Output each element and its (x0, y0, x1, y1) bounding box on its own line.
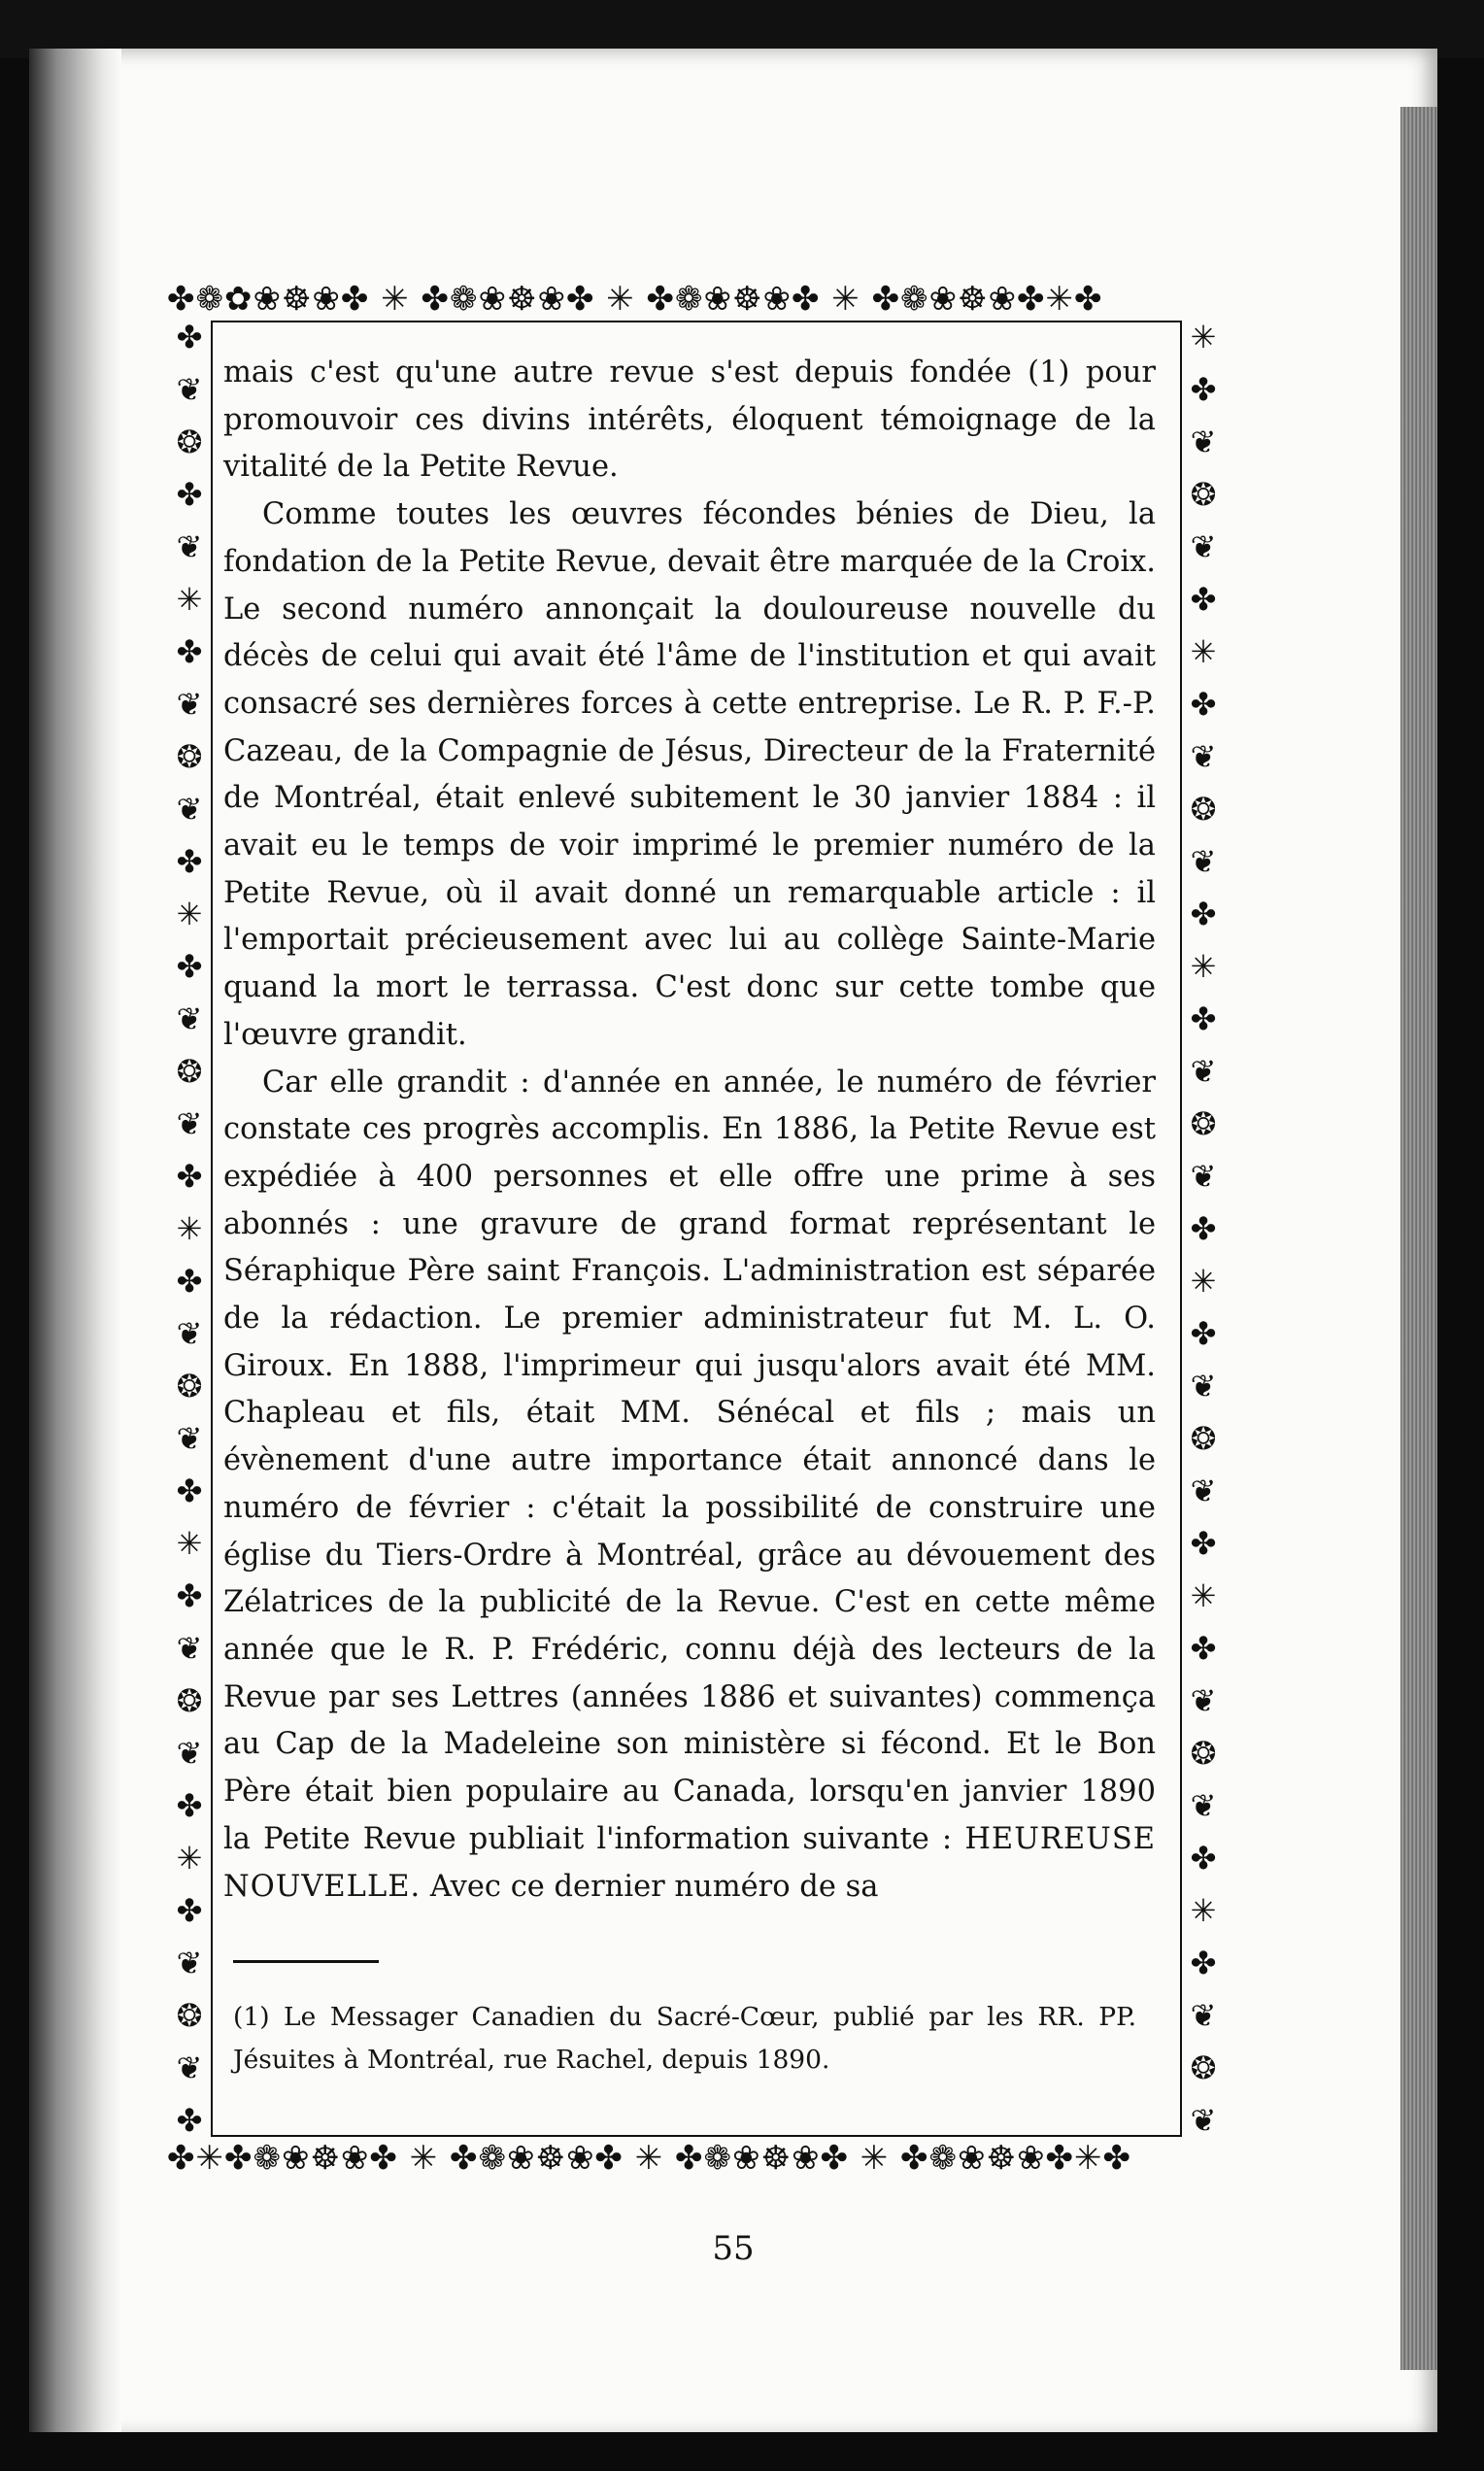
paragraph-continuation: mais c'est qu'une autre revue s'est depuis fondée (1) pour promouvoir ces divins intérêts, éloquent témoignage de la vitalité de la Petite Revue. (223, 355, 1156, 485)
leaf-icon: ❦ (176, 791, 203, 828)
asterisk-icon: ✳ (1190, 1577, 1217, 1614)
rosette-icon: ❂ (1190, 791, 1217, 828)
fleur-icon: ✤ (1190, 1840, 1217, 1877)
ornament-bottom-row: ✤✳✤❁❀☸❀✤ ✳ ✤❁❀☸❀✤ ✳ ✤❁❀☸❀✤ ✳ ✤❁❀☸❀✤✳✤ (167, 2139, 1131, 2178)
rosette-icon: ❂ (1190, 1105, 1217, 1142)
leaf-icon: ❦ (1190, 738, 1217, 775)
leaf-icon: ❦ (1190, 1158, 1217, 1195)
fleur-icon: ✤ (1190, 896, 1217, 932)
fleur-icon: ✤ (1190, 1315, 1217, 1352)
asterisk-icon: ✳ (176, 581, 203, 618)
asterisk-icon: ✳ (176, 1210, 203, 1247)
leaf-icon: ❦ (1190, 1682, 1217, 1719)
paragraph-progres-text: Car elle grandit : d'année en année, le numéro de février constate ces progrès accomplis. En 1886, la Petite Revue est expédiée à 400 personnes et elle offre une prime à ses abonnés : une gravure de grand format représentant le Séraphique Père saint François. L'administration est séparée de la rédaction. Le premier administrateur fut M. L. O. Giroux. En 1888, l'imprimeur qui jusqu'alors avait été MM. Chapleau et fils, était MM. Sénécal et fils ; mais un évènement d'une autre importance était annoncé dans le numéro de février : c'était la possibilité de construire une église du Tiers-Ordre à Montréal, grâce au dévouement des Zélatrices de la publicité de la Revue. C'est en cette même année que le R. P. Frédéric, connu déjà des lecteurs de la Revue par ses Lettres (années 1886 et suivantes) commença au Cap de la Madeleine son ministère si fécond. Et le Bon Père était bien populaire au Canada, lorsqu'en janvier 1890 la Petite Revue publiait l'information suivante : (223, 1065, 1156, 1856)
leaf-icon: ❦ (176, 1000, 203, 1037)
asterisk-icon: ✳ (176, 1525, 203, 1562)
asterisk-icon: ✳ (176, 896, 203, 932)
asterisk-icon: ✳ (1190, 1892, 1217, 1929)
fleur-icon: ✤ (176, 1263, 203, 1300)
leaf-icon: ❦ (1190, 1368, 1217, 1405)
heading-heureuse-nouvelle: HEUREUSE NOUVELLE. (223, 1821, 1156, 1904)
fleur-icon: ✤ (176, 2102, 203, 2136)
leaf-icon: ❦ (176, 1630, 203, 1667)
rosette-icon: ❂ (176, 1682, 203, 1719)
rosette-icon: ❂ (1190, 1420, 1217, 1457)
ornament-right-column (1181, 322, 1226, 2136)
footnote-text: (1) Le Messager Canadien du Sacré-Cœur, publié par les RR. PP. Jésuites à Montréal, rue Rachel, depuis 1890. (233, 2002, 1136, 2075)
fleur-icon: ✤ (176, 1577, 203, 1614)
asterisk-icon: ✳ (1190, 1263, 1217, 1300)
leaf-icon: ❦ (1190, 843, 1217, 880)
rosette-icon: ❂ (176, 738, 203, 775)
rosette-icon: ❂ (176, 1997, 203, 2034)
rosette-icon: ❂ (1190, 1735, 1217, 1772)
fleur-icon: ✤ (176, 1472, 203, 1509)
body-text (223, 350, 1156, 1911)
fleur-icon: ✤ (176, 322, 203, 355)
rosette-icon: ❂ (176, 1053, 203, 1090)
leaf-icon: ❦ (1190, 1472, 1217, 1509)
leaf-icon: ❦ (1190, 423, 1217, 460)
paragraph-progres (223, 1060, 1156, 1912)
leaf-icon: ❦ (1190, 528, 1217, 565)
leaf-icon: ❦ (176, 528, 203, 565)
footnote (233, 1996, 1136, 2082)
rosette-icon: ❂ (1190, 476, 1217, 513)
asterisk-icon: ✳ (176, 1840, 203, 1877)
leaf-icon: ❦ (1190, 1997, 1217, 2034)
fleur-icon: ✤ (1190, 371, 1217, 408)
page-number: 55 (712, 2229, 755, 2268)
ornament-top-row: ✤❁✿❀☸❀✤ ✳ ✤❁❀☸❀✤ ✳ ✤❁❀☸❀✤ ✳ ✤❁❀☸❀✤✳✤ (167, 280, 1103, 319)
leaf-icon: ❦ (176, 1315, 203, 1352)
fleur-icon: ✤ (1190, 1945, 1217, 1981)
fleur-icon: ✤ (1190, 581, 1217, 618)
leaf-icon: ❦ (176, 1945, 203, 1981)
fleur-icon: ✤ (1190, 1630, 1217, 1667)
fleur-icon: ✤ (176, 633, 203, 670)
fleur-icon: ✤ (1190, 686, 1217, 723)
asterisk-icon: ✳ (1190, 322, 1217, 355)
paragraph-fondation: Comme toutes les œuvres fécondes bénies de Dieu, la fondation de la Petite Revue, devait être marquée de la Croix. Le second numéro annonçait la douloureuse nouvelle du décès de celui qui avait été l'âme de l'institution et qui avait consacré ses dernières forces à cette entreprise. Le R. P. F.-P. Cazeau, de la Compagnie de Jésus, Directeur de la Fraternité de Montréal, était enlevé subitement le 30 janvier 1884 : il avait eu le temps de voir imprimé le premier numéro de la Petite Revue, où il avait donné un remarquable article : il l'emportait précieusement avec lui au collège Sainte-Marie quand la mort le terrassa. C'est donc sur cette tombe que l'œuvre grandit. (223, 497, 1156, 1052)
page-edge-stack (1400, 107, 1437, 2370)
leaf-icon: ❦ (176, 1735, 203, 1772)
leaf-icon: ❦ (1190, 1787, 1217, 1824)
leaf-icon: ❦ (176, 1105, 203, 1142)
fleur-icon: ✤ (1190, 1210, 1217, 1247)
leaf-icon: ❦ (1190, 1053, 1217, 1090)
page-gutter-shadow (29, 49, 121, 2438)
footnote-rule (233, 1960, 379, 1963)
leaf-icon: ❦ (176, 371, 203, 408)
fleur-icon: ✤ (176, 948, 203, 985)
leaf-icon: ❦ (1190, 2102, 1217, 2136)
fleur-icon: ✤ (176, 1158, 203, 1195)
fleur-icon: ✤ (1190, 1525, 1217, 1562)
fleur-icon: ✤ (176, 843, 203, 880)
fleur-icon: ✤ (176, 1787, 203, 1824)
leaf-icon: ❦ (176, 1420, 203, 1457)
fleur-icon: ✤ (176, 476, 203, 513)
asterisk-icon: ✳ (1190, 633, 1217, 670)
rosette-icon: ❂ (176, 1368, 203, 1405)
ornament-left-column (167, 322, 212, 2136)
leaf-icon: ❦ (176, 686, 203, 723)
asterisk-icon: ✳ (1190, 948, 1217, 985)
scan-bottom-border (0, 2432, 1484, 2471)
rosette-icon: ❂ (176, 423, 203, 460)
fleur-icon: ✤ (176, 1892, 203, 1929)
fleur-icon: ✤ (1190, 1000, 1217, 1037)
paragraph-progres-end: Avec ce dernier numéro de sa (429, 1869, 879, 1904)
leaf-icon: ❦ (176, 2049, 203, 2086)
rosette-icon: ❂ (1190, 2049, 1217, 2086)
